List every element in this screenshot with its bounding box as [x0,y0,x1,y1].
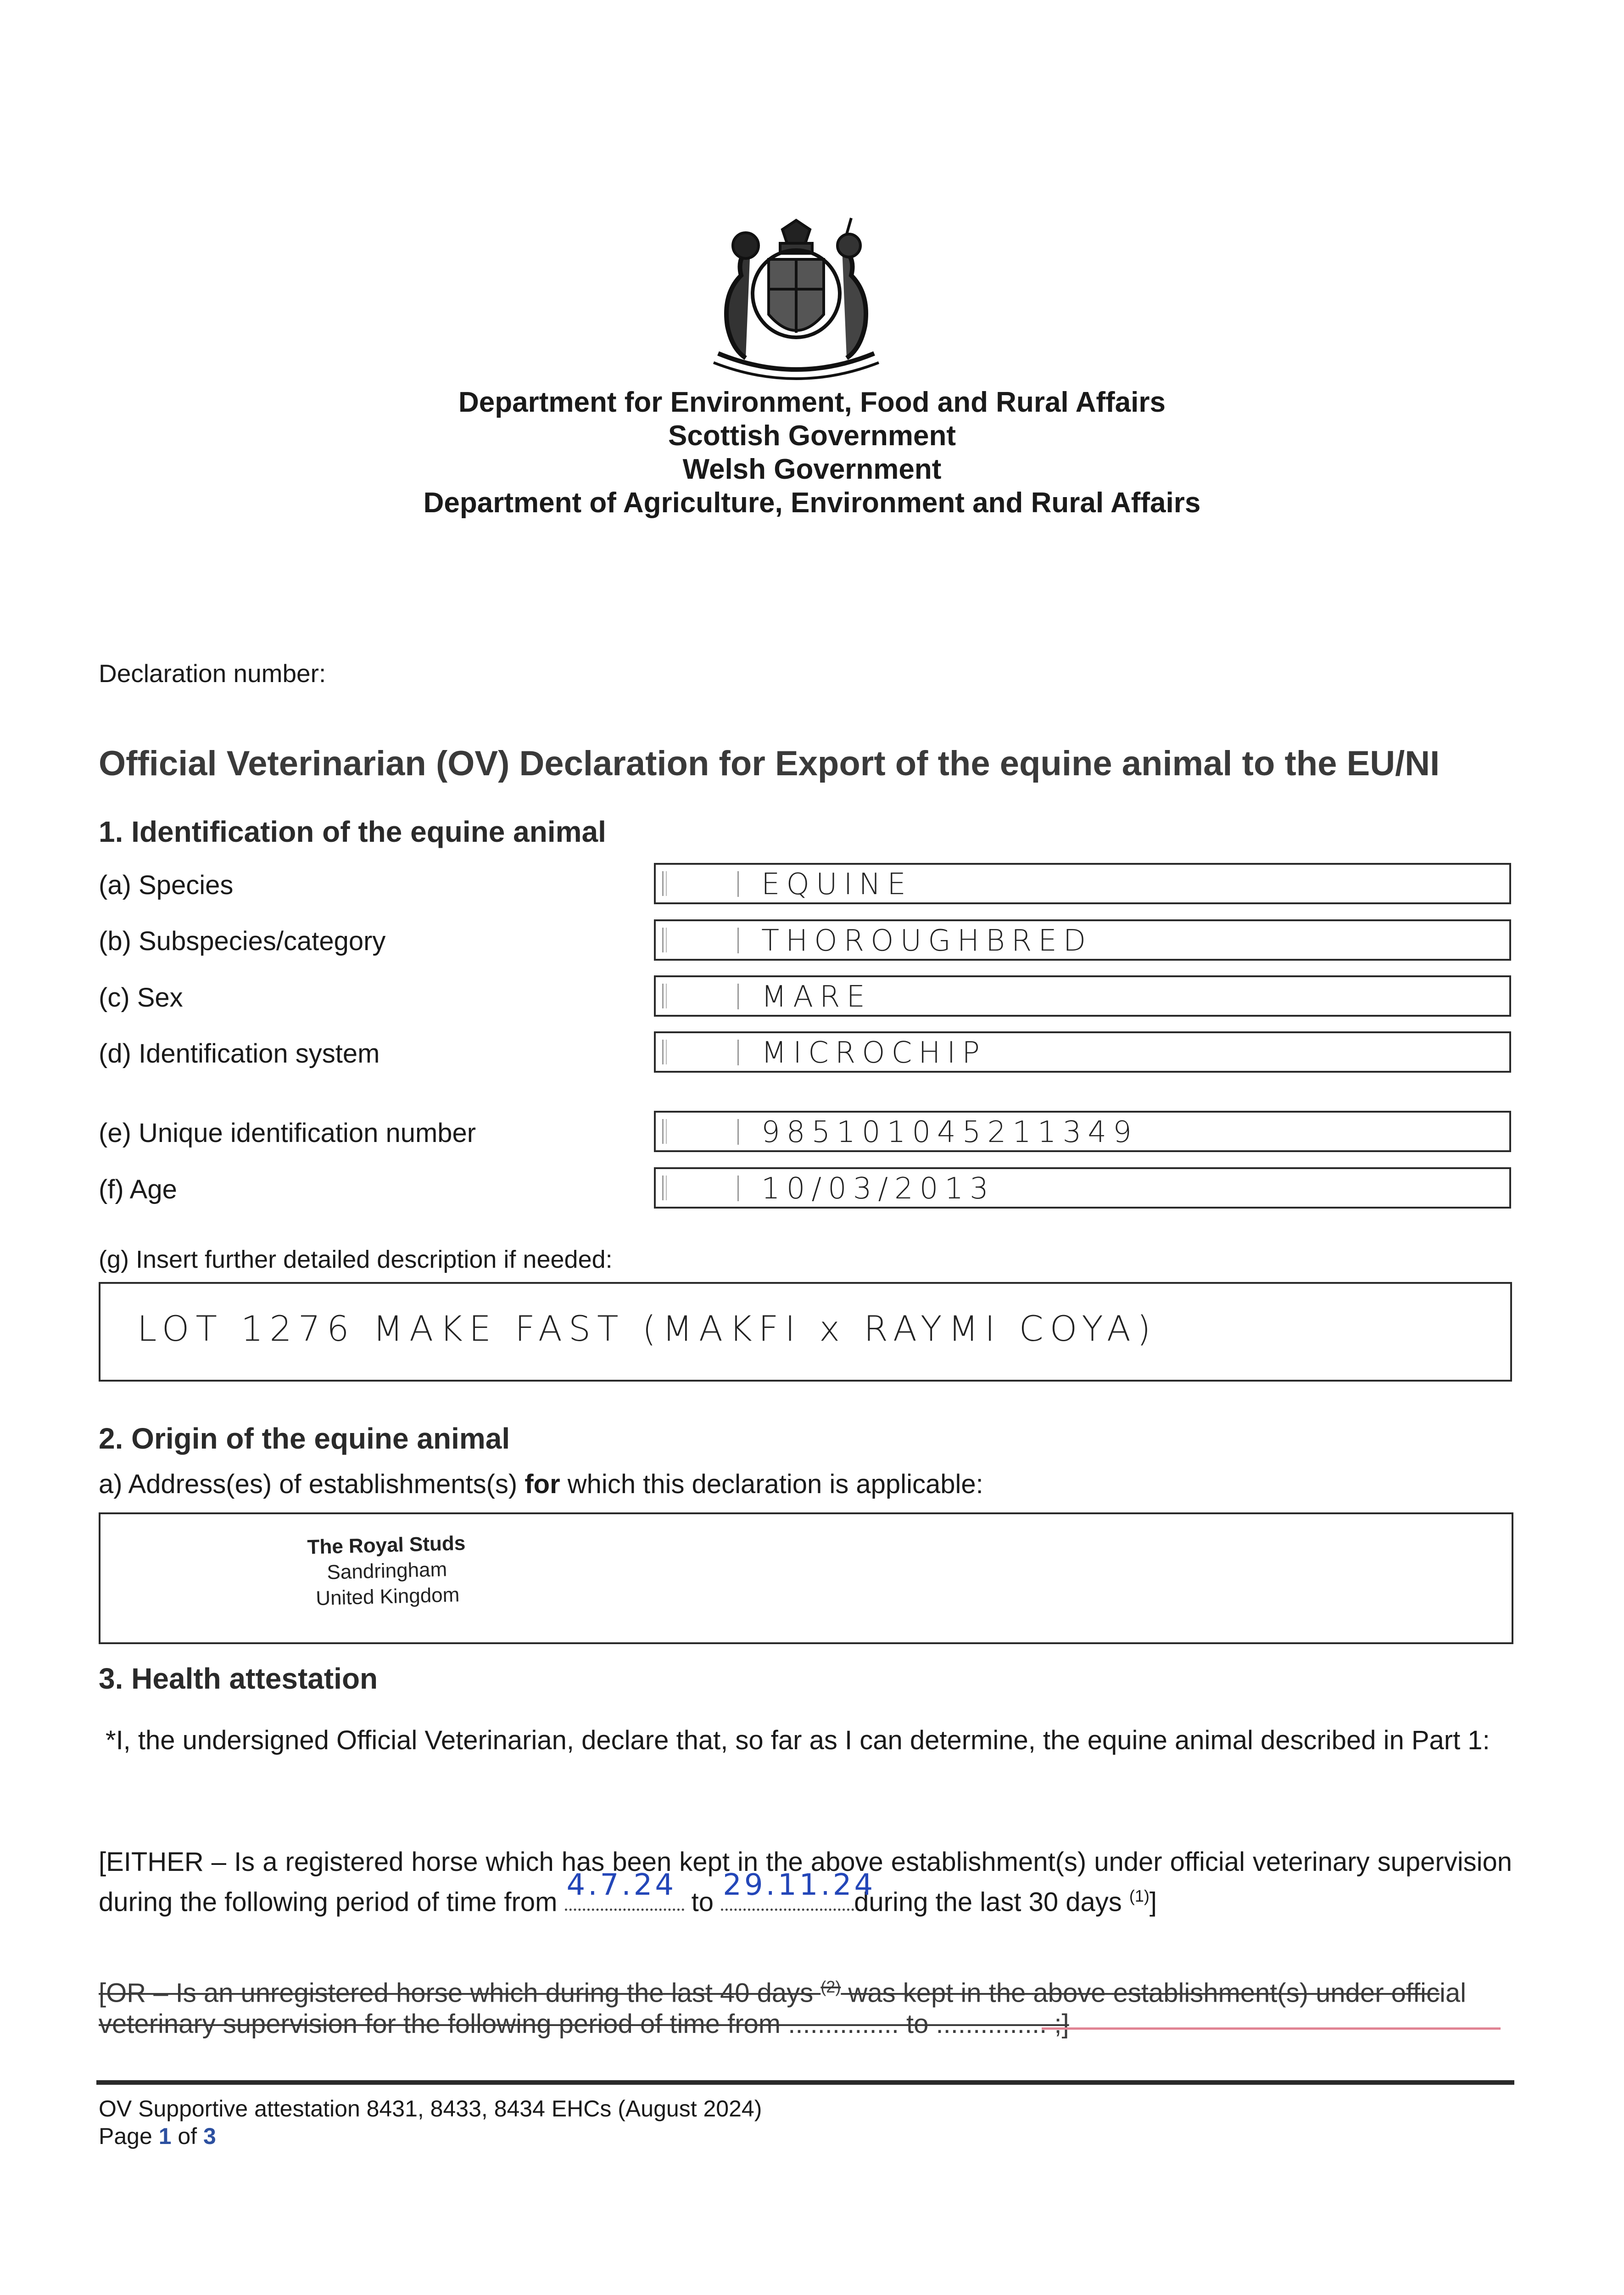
species-label: (a) Species [99,870,234,900]
royal-coat-of-arms-logo [691,216,902,386]
unique-id-field [654,1111,1511,1152]
to-date-value: 29.11.24 [723,1868,876,1903]
or-clause-struck-out: [OR – Is an unregistered horse which during the last 40 days $^{(2)}$ was kept in the above establishment(s) under official veterinary supervision for the following period of time from ............... to ............... ;] [99,1977,1466,2039]
address-line: The Royal Studs [307,1532,466,1559]
establishment-address-box [99,1512,1513,1644]
from-date-field [565,1868,684,1911]
subspecies-field [654,919,1511,961]
establishment-address-label: a) Address(es) of establishments(s) for which this declaration is applicable: [99,1469,983,1499]
declaration-number-label: Declaration number: [99,659,326,688]
address-line: Sandringham [326,1558,447,1584]
from-date-value: 4.7.24 [566,1868,677,1903]
subspecies-value: THOROUGHBRED [761,924,1093,958]
age-label: (f) Age [99,1175,177,1204]
either-clause: [EITHER – Is a registered horse which has been kept in the above establishment(s) under official veterinary supervision during the following period of time from 4.7.24 to 29.11.24 during the last 30 days $^{(1)}$] [99,1847,1512,1917]
identification-system-field [654,1031,1511,1073]
sex-value: MARE [761,980,871,1014]
page-number: Page 1 of 3 [99,2123,216,2149]
further-description-label: (g) Insert further detailed description if needed: [99,1246,613,1273]
further-description-box [99,1283,1512,1382]
identification-system-value: MICROCHIP [761,1036,986,1070]
address-stamp [307,1531,467,1612]
to-date-field [721,1868,876,1911]
unique-id-value: 985101045211349 [761,1115,1138,1149]
address-line: United Kingdom [315,1583,460,1610]
subspecies-label: (b) Subspecies/category [99,926,386,956]
age-value: 10/03/2013 [761,1172,995,1206]
issuing-departments-header [0,386,1624,520]
identification-system-label: (d) Identification system [99,1039,380,1069]
sex-label: (c) Sex [99,983,183,1013]
sex-field [654,975,1511,1017]
health-attestation-statement: *I, the undersigned Official Veterinarian, declare that, so far as I can determine, the equine animal described in Part 1: [106,1725,1490,1755]
unique-id-label: (e) Unique identification number [99,1118,476,1148]
species-field [654,863,1511,904]
department-line: Scottish Government [668,420,956,452]
footer-divider [96,2080,1514,2085]
department-line: Department of Agriculture, Environment and Rural Affairs [423,487,1201,519]
section-2-heading: 2. Origin of the equine animal [99,1422,510,1455]
footer-reference: OV Supportive attestation 8431, 8433, 8434 EHCs (August 2024) [99,2096,762,2121]
red-pen-strike-line [1042,2027,1501,2030]
further-description-value: LOT 1276 MAKE FAST (MAKFI x RAYMI COYA) [137,1308,1157,1349]
age-field [654,1167,1511,1209]
section-1-heading: 1. Identification of the equine animal [99,815,606,848]
document-title: Official Veterinarian (OV) Declaration for Export of the equine animal to the EU/NI [99,744,1440,783]
species-value: EQUINE [761,868,912,901]
department-line: Welsh Government [682,453,942,485]
department-line: Department for Environment, Food and Rural Affairs [458,386,1166,418]
section-3-heading: 3. Health attestation [99,1662,378,1695]
